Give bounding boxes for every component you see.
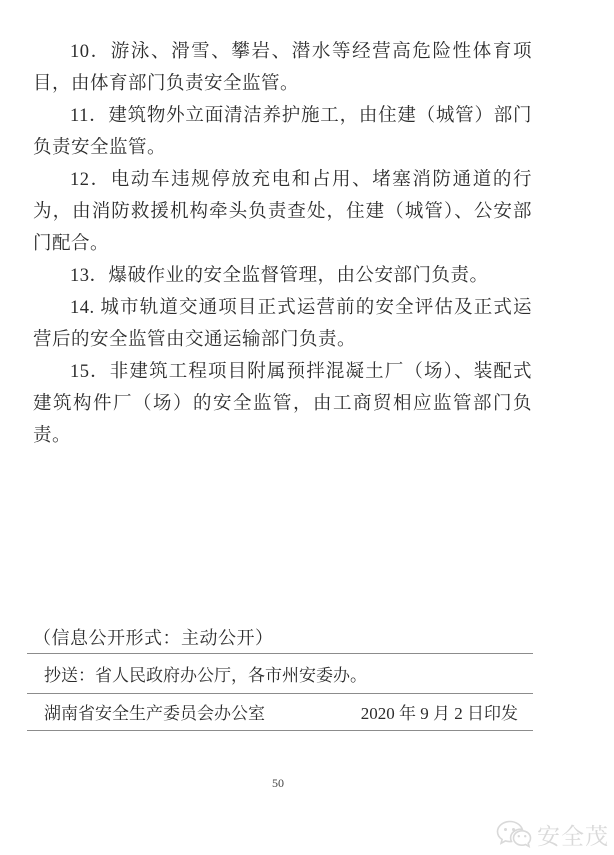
print-date: 2020 年 9 月 2 日印发 bbox=[360, 704, 518, 724]
issuer-name: 湖南省安全生产委员会办公室 bbox=[44, 704, 265, 724]
paragraph-item-14: 14. 城市轨道交通项目正式运营前的安全评估及正式运营后的安全监管由交通运输部门负责。 bbox=[33, 298, 532, 350]
paragraph-item-12: 12．电动车违规停放充电和占用、堵塞消防通道的行为，由消防救援机构牵头负责查处，住建（城管）、公安部门配合。 bbox=[33, 170, 532, 254]
issuer-row bbox=[27, 694, 533, 731]
paragraph-item-15: 15．非建筑工程项目附属预拌混凝土厂（场）、装配式建筑构件厂（场）的安全监管，由工商贸相应监管部门负责。 bbox=[33, 362, 532, 446]
copy-to-row bbox=[27, 654, 533, 694]
paragraph-item-10: 10．游泳、滑雪、攀岩、潜水等经营高危险性体育项目，由体育部门负责安全监管。 bbox=[33, 42, 532, 94]
paragraph-item-13: 13．爆破作业的安全监督管理，由公安部门负责。 bbox=[70, 266, 489, 286]
wechat-logo-icon bbox=[496, 820, 532, 850]
page-number: 50 bbox=[272, 776, 284, 790]
disclosure-note: （信息公开形式：主动公开） bbox=[33, 628, 274, 648]
footer-table bbox=[27, 653, 533, 731]
copy-to-text: 抄送：省人民政府办公厅，各市州安委办。 bbox=[44, 666, 367, 685]
watermark bbox=[496, 818, 609, 851]
paragraph-item-11: 11．建筑物外立面清洁养护施工，由住建（城管）部门负责安全监管。 bbox=[33, 106, 532, 158]
watermark-text: 安全茂 bbox=[537, 823, 609, 849]
document-body bbox=[33, 36, 532, 452]
